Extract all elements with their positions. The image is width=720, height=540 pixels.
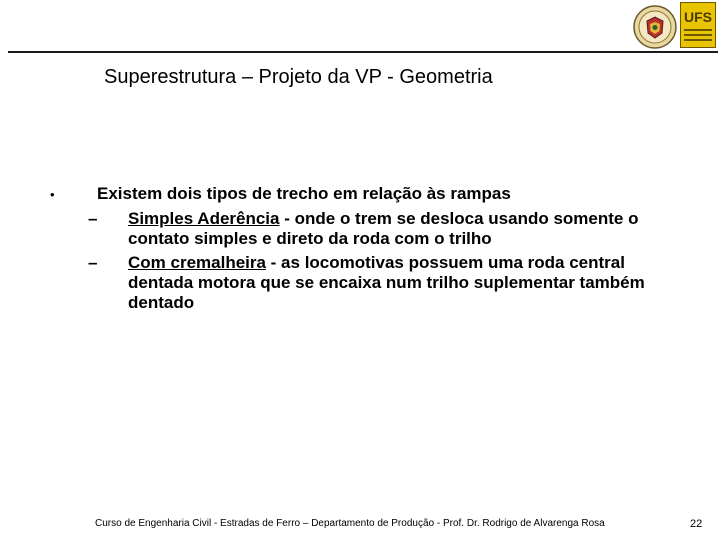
sub-item-simples-aderencia bbox=[128, 209, 673, 249]
slide-title: Superestrutura – Projeto da VP - Geometria bbox=[104, 66, 493, 88]
header-divider bbox=[8, 51, 718, 53]
sub-item-dash: – bbox=[88, 253, 98, 272]
sub-item-dash: – bbox=[88, 209, 98, 228]
footer-text: Curso de Engenharia Civil - Estradas de Ferro – Departamento de Produção - Prof. Dr. Rodrigo de Alvarenga Rosa bbox=[95, 518, 605, 529]
main-bullet-text: Existem dois tipos de trecho em relação às rampas bbox=[97, 184, 511, 203]
page-number: 22 bbox=[690, 518, 703, 530]
sub-item-description: - onde o trem se desloca usando somente o contato simples e direto da roda com o trilho bbox=[128, 209, 639, 248]
sub-item-term: Simples Aderência bbox=[128, 209, 280, 228]
sub-item-com-cremalheira bbox=[128, 253, 673, 313]
university-seal-logo bbox=[633, 5, 677, 49]
ufs-logo-text: UFS bbox=[684, 9, 712, 25]
sub-item-term: Com cremalheira bbox=[128, 253, 266, 272]
bullet-marker: • bbox=[50, 187, 55, 202]
sub-item-description: - as locomotivas possuem uma roda central dentada motora que se encaixa num trilho suplementar também dentado bbox=[128, 253, 645, 312]
ufs-logo bbox=[680, 2, 716, 48]
